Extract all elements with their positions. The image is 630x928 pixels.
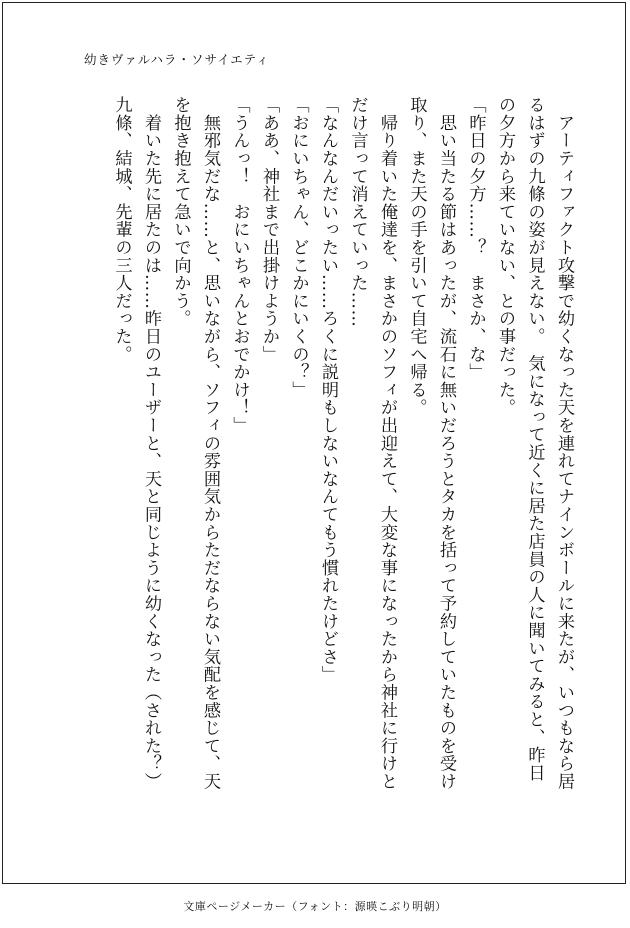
text-line: 思い当たる節はあったが、流石に無いだろうとタカを括って予約していたものを受け	[436, 96, 456, 791]
text-line: 「昨日の夕方……？ まさか、な」	[465, 96, 486, 381]
text-line: 着いた先に居たのは……昨日のユーザーと、天と同じように幼くなった（された？）	[141, 96, 161, 791]
footer-caption: 文庫ページメーカー（フォント：源暎こぶり明朝）	[183, 900, 447, 913]
text-line: 「なんなんだいったい……ろくに説明もしないなんてもう慣れたけどさ」	[318, 96, 338, 684]
text-line: 帰り着いた俺達を、まさかのソフィが出迎えて、大変な事になったから神社に行けと	[377, 96, 397, 791]
text-line: を抱き抱えて急いで向かう。	[170, 96, 191, 328]
text-line: の夕方から来ていない、との事だった。	[495, 96, 515, 417]
text-line: アーティファクト攻撃で幼くなった天を連れてナインボールに来たが、いつもなら居	[554, 96, 574, 791]
text-line: 無邪気だな……と、思いながら、ソフィの雰囲気からただならない気配を感じて、天	[200, 96, 220, 791]
text-line: 九條、結城、先輩の三人だった。	[111, 96, 132, 363]
text-line: 「ああ、神社まで出掛けようか」	[259, 96, 279, 363]
text-line: だけ言って消えていった……	[347, 96, 368, 328]
page-title: 幼きヴァルハラ・ソサイエティ	[84, 52, 270, 67]
vertical-body-text	[98, 96, 578, 796]
text-line: 「うんっ！ おにいちゃんとおでかけ！」	[229, 96, 250, 435]
text-line: 取り、また天の手を引いて自宅へ帰る。	[406, 96, 427, 417]
text-line: るはずの九條の姿が見えない。 気になって近くに居た店員の人に聞いてみると、昨日	[524, 96, 545, 782]
text-line: 「おにいちゃん、どこかにいくの？」	[288, 96, 309, 399]
